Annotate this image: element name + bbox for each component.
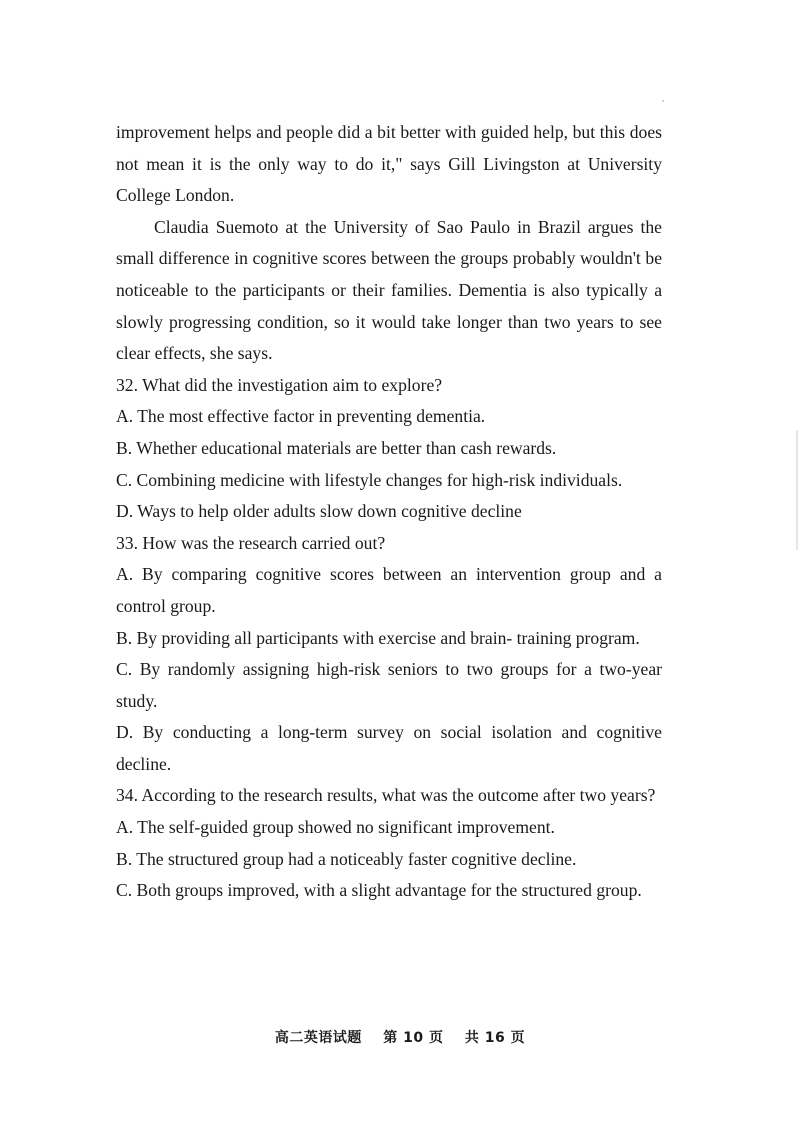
option-d: D. By conducting a long-term survey on social isolation and cognitive decline. [116, 722, 662, 774]
passage-paragraph: Claudia Suemoto at the University of Sao Paulo in Brazil argues the small difference in cognitive scores between the groups probably wouldn't be noticeable to the participants or their families. Dementia is also typically a slowly progressing condition, so it would take longer than two years to see clear effects, she says. [116, 216, 662, 364]
question-stem: 32. What did the investigation aim to explore? [116, 374, 443, 395]
question-stem: 33. How was the research carried out? [116, 532, 386, 553]
option-c: C. Combining medicine with lifestyle changes for high-risk individuals. [116, 469, 623, 490]
option-b: B. The structured group had a noticeably faster cognitive decline. [116, 848, 577, 869]
question-stem: 34. According to the research results, what was the outcome after two years? [116, 785, 656, 806]
question-34 [116, 780, 662, 906]
footer-subject: 高二英语试题 [274, 1030, 362, 1046]
option-c: C. Both groups improved, with a slight advantage for the structured group. [116, 880, 642, 901]
question-32 [116, 370, 662, 528]
option-d: D. Ways to help older adults slow down cognitive decline [116, 501, 522, 522]
page-footer [0, 1027, 800, 1047]
option-c: C. By randomly assigning high-risk seniors to two groups for a two-year study. [116, 659, 662, 711]
option-a: A. The most effective factor in preventing dementia. [116, 406, 486, 427]
option-b: B. Whether educational materials are better than cash rewards. [116, 437, 557, 458]
question-33 [116, 528, 662, 781]
scan-speck [662, 100, 664, 102]
scan-edge-shadow [796, 430, 798, 550]
passage-paragraph: improvement helps and people did a bit better with guided help, but this does not mean it is the only way to do it," says Gill Livingston at University College London. [116, 122, 662, 206]
footer-page-number: 第 10 页 [383, 1030, 444, 1046]
option-a: A. By comparing cognitive scores between an intervention group and a control group. [116, 564, 662, 616]
document-body [116, 117, 662, 907]
footer-total-pages: 共 16 页 [464, 1030, 526, 1046]
option-b: B. By providing all participants with exercise and brain- training program. [116, 627, 640, 648]
option-a: A. The self-guided group showed no significant improvement. [116, 817, 555, 838]
